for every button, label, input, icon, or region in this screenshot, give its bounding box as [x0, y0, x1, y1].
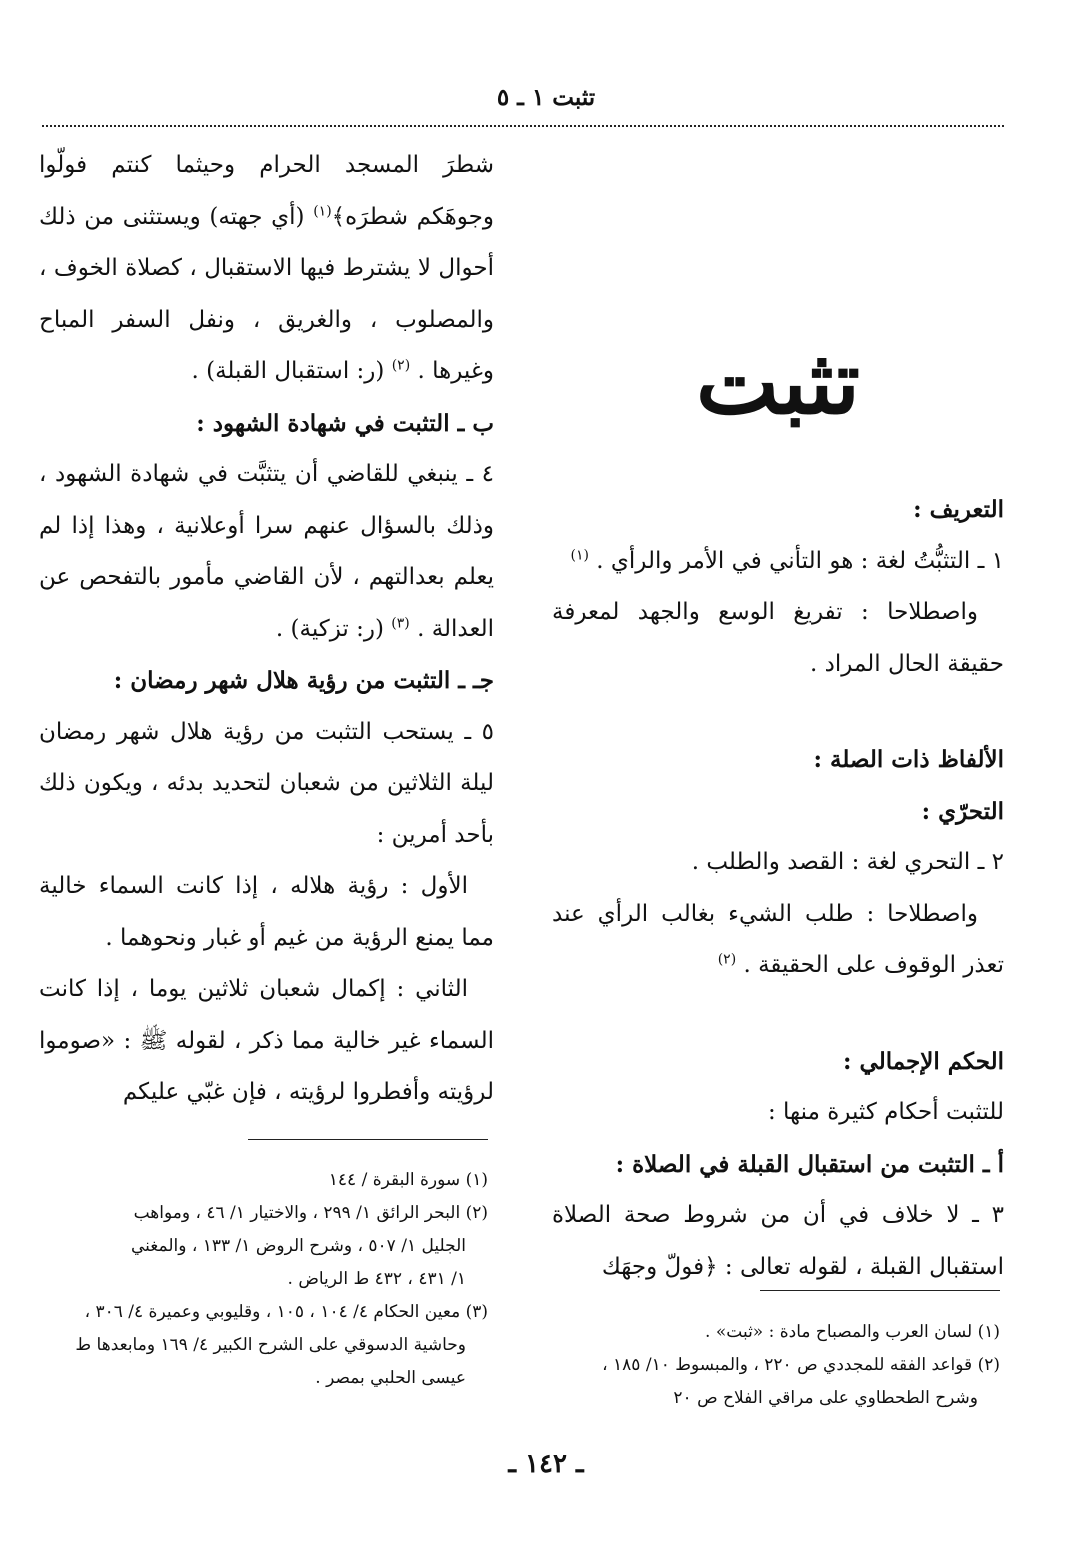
- footnote-ref: (٢): [717, 951, 737, 968]
- left-column: [39, 140, 494, 1119]
- footnote-ref: (٢): [391, 357, 411, 374]
- footnote-rule-left: [248, 1139, 488, 1140]
- heading-tahrri: التحرّي :: [921, 797, 1004, 825]
- paragraph-1: ١ ـ التثبُّتُ لغة : هو التأني في الأمر والرأي . $^{(١)}$: [570, 546, 1004, 574]
- entry-title: تثبت: [695, 330, 860, 434]
- footnote: (٢) قواعد الفقه للمجددي ص ٢٢٠ ، والمبسوط ١٠/ ١٨٥ ،: [602, 1355, 1000, 1375]
- footnote: (١) لسان العرب والمصباح مادة : «ثبت» .: [705, 1322, 1000, 1342]
- footnote-continuation: ١/ ٤٣١ ، ٤٣٢ ط الرياض .: [287, 1269, 466, 1289]
- paragraph-rulings-intro: للتثبت أحكام كثيرة منها :: [767, 1099, 1004, 1125]
- footnote-continuation: وشرح الطحطاوي على مراقي الفلاح ص ٢٠: [673, 1388, 978, 1408]
- header-dotted-rule: [42, 125, 1004, 127]
- running-header: تثبت ١ ـ ٥: [496, 84, 596, 111]
- paragraph-5: ٥ ـ يستحب التثبت من رؤية هلال شهر رمضان ليلة الثلاثين من شعبان لتحديد بدئه ، ويكون ذلك بأحد أمرين :: [39, 718, 494, 848]
- paragraph-2-term: واصطلاحا : طلب الشيء بغالب الرأي عند تعذر الوقوف على الحقيقة . $^{(٢)}$: [552, 900, 1004, 978]
- footnotes-left: [36, 1164, 488, 1395]
- paragraph-4: ٤ ـ ينبغي للقاضي أن يتثبَّت في شهادة الشهود ، وذلك بالسؤال عنهم سرا أوعلانية ، وهذا إذا لم يعلم بعدالتهم ، لأن القاضي مأمور بالتفحص عن العدالة . $^{(٣)}$ (ر: تزكية) .: [39, 461, 494, 642]
- paragraph-3-cont: شطرَ المسجد الحرام وحيثما كنتم فولّوا وجوهَكم شطرَه﴾$^{(١)}$ (أي جهته) ويستثنى من ذلك أحوال لا يشترط فيها الاستقبال ، كصلاة الخوف ، والمصلوب ، والغريق ، ونفل السفر المباح وغيرها . $^{(٢)}$ (ر: استقبال القبلة) .: [39, 152, 495, 384]
- footnote-continuation: عيسى الحلبي بمصر .: [315, 1368, 466, 1388]
- heading-qibla: أ ـ التثبت من استقبال القبلة في الصلاة :: [615, 1150, 1004, 1178]
- heading-testimony: ب ـ التثبت في شهادة الشهود :: [196, 409, 494, 437]
- footnote: (٣) معين الحكام ٤/ ١٠٤ ، ١٠٥ ، وقليوبي وعميرة ٤/ ٣٠٦ ،: [84, 1302, 488, 1322]
- footnote-ref: (١): [570, 546, 589, 563]
- footnote-ref: (٣): [391, 614, 410, 631]
- paragraph-2: ٢ ـ التحري لغة : القصد والطلب .: [691, 849, 1004, 875]
- heading-crescent: جـ ـ التثبت من رؤية هلال شهر رمضان :: [113, 667, 494, 694]
- right-column: [552, 140, 1004, 1293]
- heading-general-ruling: الحكم الإجمالي :: [843, 1047, 1004, 1075]
- paragraph-5-first: الأول : رؤية هلاله ، إذا كانت السماء خالية مما يمنع الرؤية من غيم أو غبار ونحوهما .: [39, 873, 494, 951]
- page-number: ـ ١٤٢ ـ: [508, 1449, 584, 1479]
- heading-definition: التعريف :: [913, 496, 1004, 523]
- footnote-continuation: الجليل ١/ ٥٠٧ ، وشرح الروض ١/ ١٣٣ ، والمغني: [130, 1236, 466, 1256]
- footnote-rule-right: [760, 1290, 1000, 1291]
- footnote-ref: (١): [313, 202, 332, 219]
- footnote-continuation: وحاشية الدسوقي على الشرح الكبير ٤/ ١٦٩ ومابعدها ط: [75, 1335, 466, 1355]
- footnote: (١) سورة البقرة / ١٤٤: [328, 1170, 488, 1190]
- paragraph-5-second: الثاني : إكمال شعبان ثلاثين يوما ، إذا كانت السماء غير خالية مما ذكر ، لقوله ﷺ : «صوموا لرؤيته وأفطروا لرؤيته ، فإن غبّي عليكم: [39, 976, 494, 1105]
- paragraph-1-term: واصطلاحا : تفريغ الوسع والجهد لمعرفة حقيقة الحال المراد .: [552, 599, 1004, 677]
- footnote: (٢) البحر الرائق ١/ ٢٩٩ ، والاختيار ١/ ٤٦ ، ومواهب: [133, 1203, 488, 1223]
- heading-related-terms: الألفاظ ذات الصلة :: [813, 746, 1004, 773]
- paragraph-3: ٣ ـ لا خلاف في أن من شروط صحة الصلاة استقبال القبلة ، لقوله تعالى : ﴿فولّ وجهَك: [552, 1202, 1004, 1280]
- footnotes-right: [552, 1316, 1000, 1415]
